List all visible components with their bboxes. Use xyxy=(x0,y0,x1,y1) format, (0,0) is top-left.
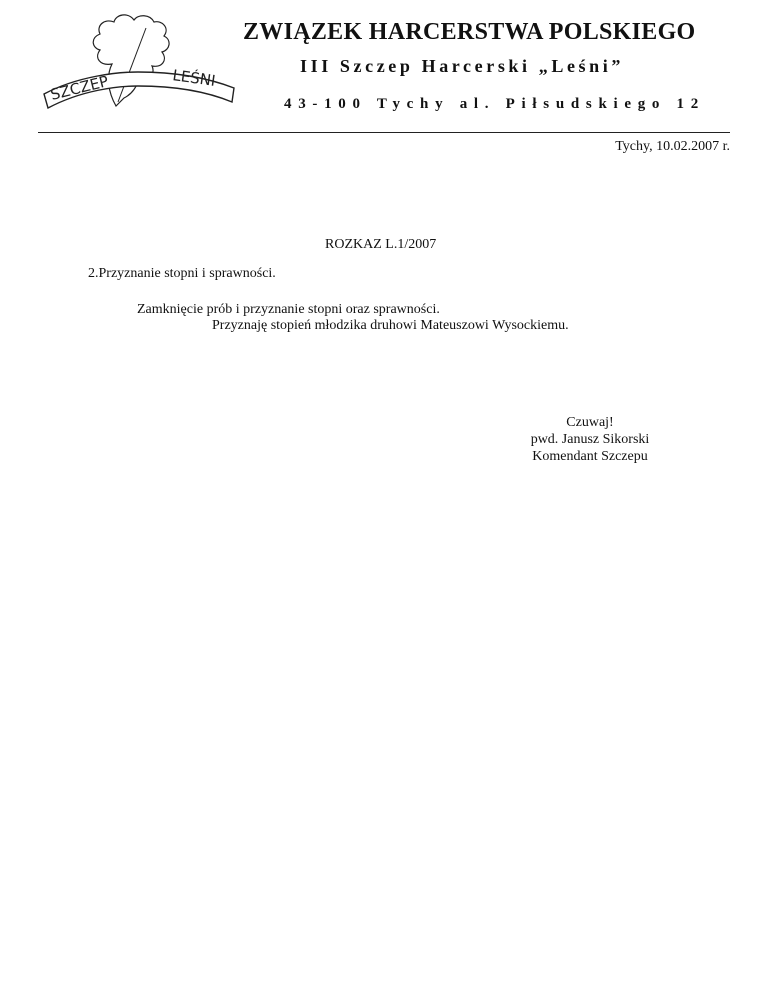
logo-left-text: SZCZEP xyxy=(48,72,111,104)
troop-logo xyxy=(38,14,238,119)
signature-block xyxy=(515,414,665,465)
oak-leaf-icon xyxy=(38,14,238,119)
body-line-2: Przyznaję stopień młodzika druhowi Mateuszowi Wysockiemu. xyxy=(212,318,569,333)
order-title: ROZKAZ L.1/2007 xyxy=(325,237,437,252)
signature-role: Komendant Szczepu xyxy=(532,449,648,464)
unit-name: III Szczep Harcerski „Leśni” xyxy=(300,56,624,76)
signature-name: pwd. Janusz Sikorski xyxy=(530,432,650,447)
logo-right-text: LEŚNI xyxy=(171,66,217,90)
header-divider xyxy=(38,132,730,133)
signature-greeting: Czuwaj! xyxy=(566,415,614,430)
section-title: 2.Przyznanie stopni i sprawności. xyxy=(88,266,276,281)
document-date: Tychy, 10.02.2007 r. xyxy=(615,139,730,154)
body-line-1: Zamknięcie prób i przyznanie stopni oraz sprawności. xyxy=(137,302,440,317)
address: 43-100 Tychy al. Piłsudskiego 12 xyxy=(284,96,705,112)
organization-name: ZWIĄZEK HARCERSTWA POLSKIEGO xyxy=(243,19,696,45)
